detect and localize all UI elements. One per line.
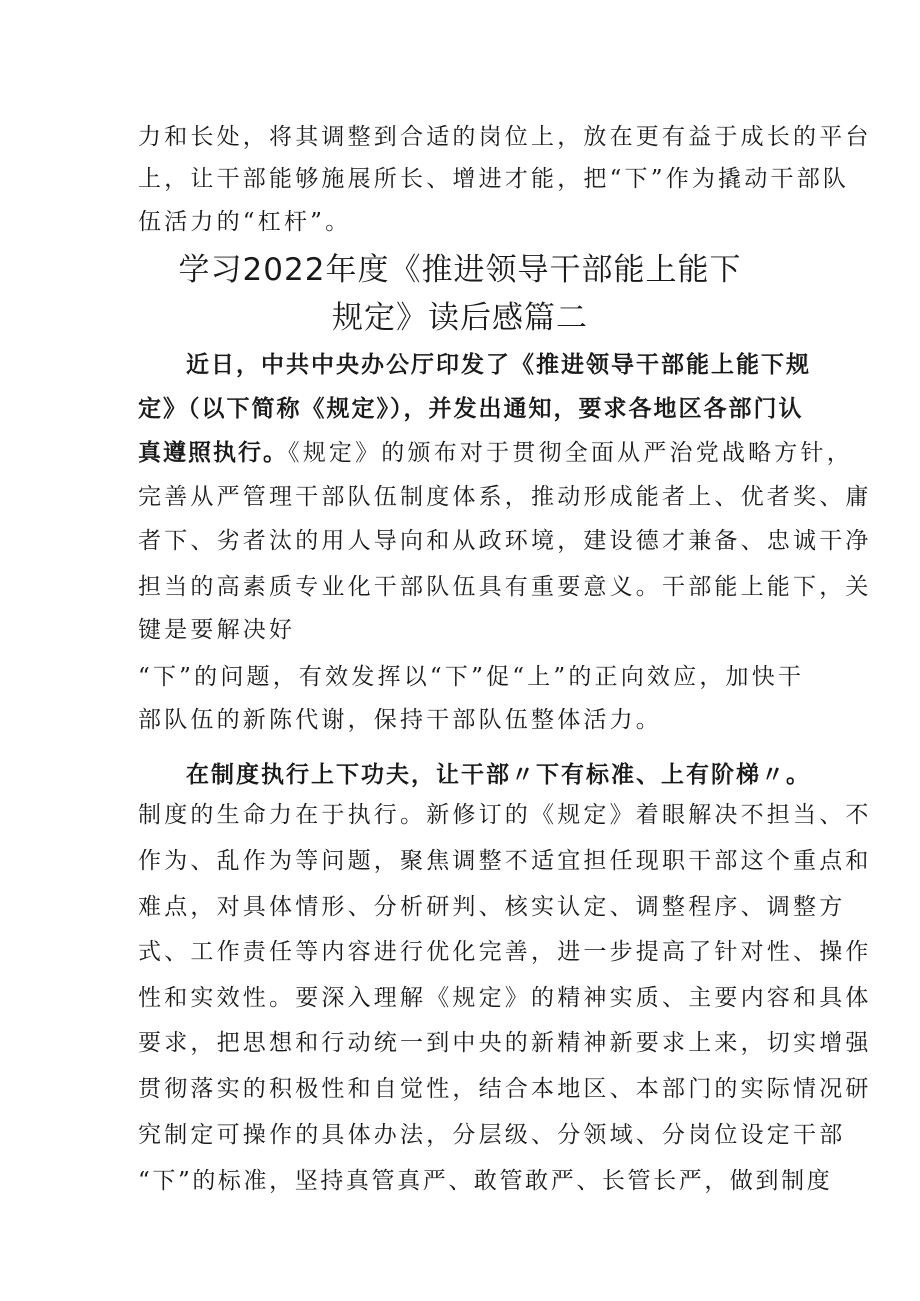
intro-line-3: 伍活力的“杠杆”。 <box>138 209 352 235</box>
para1-rest-line-6: “下”的问题，有效发挥以“下”促“上”的正向效应，加快干 <box>138 664 805 690</box>
para2-line-4: 式、工作责任等内容进行优化完善，进一步提高了针对性、操作 <box>138 939 872 965</box>
para2-line-8: 究制定可操作的具体办法，分层级、分领域、分岗位设定干部 <box>138 1122 846 1148</box>
para1-rest-line-1: 《规定》的颁布对于贯彻全面从严治党战略方针， <box>288 440 853 466</box>
para1-line-3 <box>138 438 853 468</box>
article-title-line-2: 规定》读后感篇二 <box>332 300 588 336</box>
para2-heading: 在制度执行上下功夫，让干部〃下有标准、上有阶梯〃。 <box>186 761 811 788</box>
para1-rest-line-5: 键是要解决好 <box>138 617 296 643</box>
para2-line-7: 贯彻落实的积极性和自觉性，结合本地区、本部门的实际情况研 <box>138 1076 872 1102</box>
intro-line-1: 力和长处，将其调整到合适的岗位上，放在更有益于成长的平台 <box>138 124 872 150</box>
para1-rest-line-2: 完善从严管理干部队伍制度体系，推动形成能者上、优者奖、庸 <box>138 484 872 510</box>
para2-line-9: “下”的标准，坚持真管真严、敢管敢严、长管长严，做到制度 <box>138 1168 833 1194</box>
intro-line-2: 上，让干部能够施展所长、增进才能，把“下”作为撬动干部队 <box>138 166 850 192</box>
para1-rest-line-3: 者下、劣者汰的用人导向和从政环境，建设德才兼备、忠诚干净 <box>138 528 872 554</box>
para1-rest-line-7: 部队伍的新陈代谢，保持干部队伍整体活力。 <box>138 707 662 733</box>
para2-line-2: 作为、乱作为等问题，聚焦调整不适宜担任现职干部这个重点和 <box>138 848 872 874</box>
para1-bold-line-1: 近日，中共中央办公厅印发了《推进领导干部能上能下规 <box>186 351 811 378</box>
para2-line-1: 制度的生命力在于执行。新修订的《规定》着眼解决不担当、不 <box>138 802 872 828</box>
para1-bold-line-3: 真遵照执行。 <box>138 439 288 466</box>
para2-line-3: 难点，对具体情形、分析研判、核实认定、调整程序、调整方 <box>138 894 846 920</box>
para2-line-5: 性和实效性。要深入理解《规定》的精神实质、主要内容和具体 <box>138 985 872 1011</box>
para1-bold-line-2: 定》（以下简称《规定》），并发出通知，要求各地区各部门认 <box>138 395 804 422</box>
article-title-line-1: 学习2022年度《推进领导干部能上能下 <box>178 252 742 288</box>
para2-line-6: 要求，把思想和行动统一到中央的新精神新要求上来，切实增强 <box>138 1030 872 1056</box>
para1-rest-line-4: 担当的高素质专业化干部队伍具有重要意义。干部能上能下，关 <box>138 574 872 600</box>
